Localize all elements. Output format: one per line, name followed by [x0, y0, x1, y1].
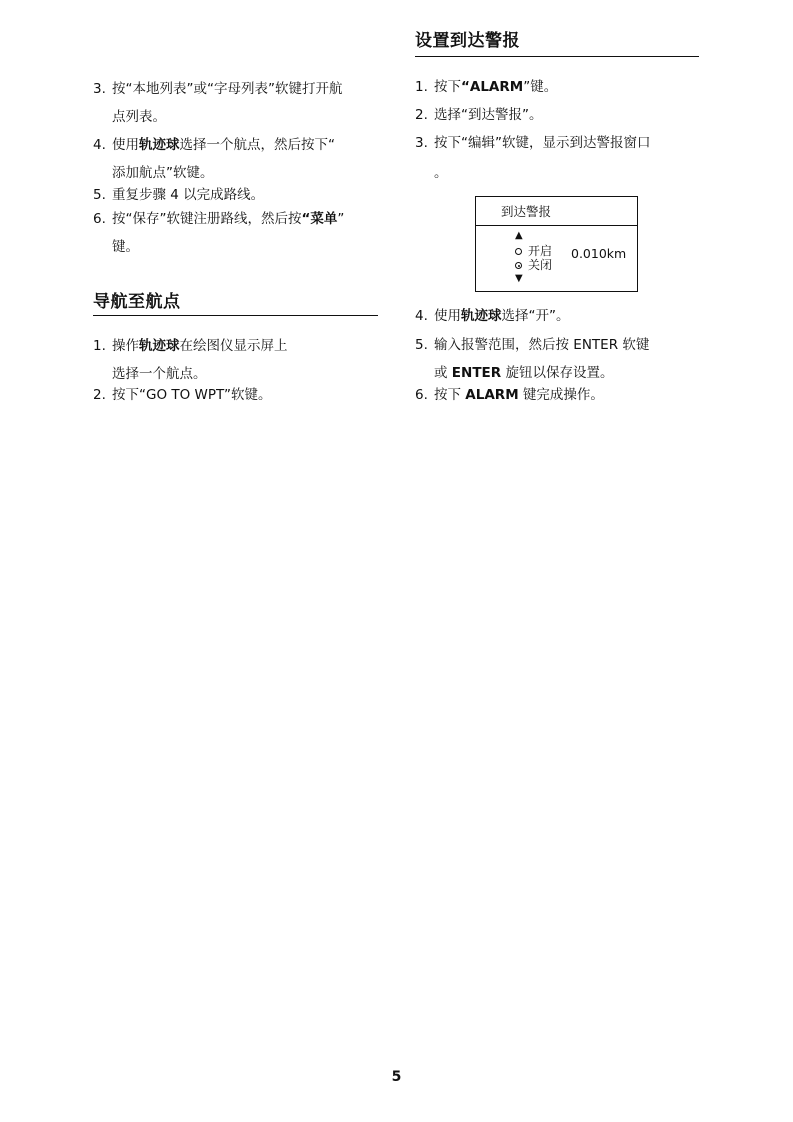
step-text: 或 [434, 365, 452, 381]
step-text-cont [434, 365, 613, 382]
left-step-4 [93, 137, 335, 181]
alarm-key-label: “ALARM [461, 79, 524, 95]
step-number: 1. [93, 338, 106, 354]
step-number: 4. [93, 137, 106, 153]
trackball-label: 轨迹球 [461, 308, 502, 324]
option-label: 开启 [528, 244, 553, 258]
right-step-1 [415, 79, 557, 96]
menu-key-label: “菜单 [301, 211, 338, 227]
alarm-range-value: 0.010km [571, 246, 627, 261]
right-step-2 [415, 107, 543, 124]
step-text: 重复步骤 4 以完成路线。 [112, 187, 265, 203]
step-text: 键完成操作。 [518, 387, 604, 403]
step-number: 2. [415, 107, 428, 123]
step-text: 选择一个航点，然后按下“ [179, 137, 335, 153]
step-text: 按下“编辑”软键，显示到达警报窗口 [434, 135, 651, 151]
step-text: 按下 [434, 387, 466, 403]
option-label: 关闭 [528, 258, 553, 272]
step-text-cont: 。 [434, 165, 448, 181]
step-text-cont: 选择一个航点。 [112, 366, 207, 382]
step-number: 3. [93, 81, 106, 97]
left-step-3 [93, 81, 343, 125]
step-text: 按下 [434, 79, 461, 95]
alarm-window-title: 到达警报 [476, 197, 637, 226]
trackball-label: 轨迹球 [139, 338, 180, 354]
right-step-6 [415, 387, 604, 404]
page-number: 5 [391, 1069, 402, 1085]
left-nav-step-2 [93, 387, 271, 404]
radio-unselected-icon [515, 248, 522, 255]
step-text: 使用 [112, 137, 139, 153]
step-text: 在绘图仪显示屏上 [179, 338, 288, 354]
step-text: ” [337, 211, 345, 227]
alarm-option-on [515, 245, 552, 258]
step-text: 按“本地列表”或“字母列表”软键打开航 [112, 81, 343, 97]
step-text: ”键。 [523, 79, 558, 95]
step-text: 使用 [434, 308, 461, 324]
step-number: 6. [93, 211, 106, 227]
down-arrow-icon: ▼ [515, 273, 523, 284]
step-text-cont: 添加航点”软键。 [112, 165, 214, 181]
step-number: 3. [415, 135, 428, 151]
step-text: 旋钮以保存设置。 [501, 365, 614, 381]
step-text: 选择“到达警报”。 [434, 107, 543, 123]
step-text-cont: 键。 [112, 239, 139, 255]
heading-rule [93, 315, 378, 316]
section-heading-arrival-alarm: 设置到达警报 [415, 31, 520, 51]
section-heading-navigate: 导航至航点 [93, 292, 181, 312]
step-number: 4. [415, 308, 428, 324]
up-arrow-icon: ▲ [515, 230, 523, 241]
step-text-cont: 点列表。 [112, 109, 166, 125]
radio-selected-icon [515, 262, 522, 269]
left-nav-step-1 [93, 338, 288, 382]
alarm-key-label: ALARM [465, 387, 519, 403]
trackball-label: 轨迹球 [139, 137, 180, 153]
step-number: 1. [415, 79, 428, 95]
step-number: 5. [93, 187, 106, 203]
step-number: 2. [93, 387, 106, 403]
right-step-5 [415, 337, 650, 381]
step-text: 按“保存”软键注册路线，然后按 [112, 211, 302, 227]
arrival-alarm-window [475, 196, 638, 292]
step-text: 操作 [112, 338, 139, 354]
step-text: 选择“开”。 [501, 308, 570, 324]
right-step-4 [415, 308, 570, 325]
heading-rule [415, 56, 699, 57]
step-text: 输入报警范围，然后按 ENTER 软键 [434, 337, 650, 353]
step-text: 按下“GO TO WPT”软键。 [112, 387, 272, 403]
alarm-option-off [515, 259, 552, 272]
step-number: 5. [415, 337, 428, 353]
left-step-6 [93, 211, 345, 255]
enter-key-label: ENTER [451, 365, 502, 381]
right-step-3 [415, 135, 651, 181]
step-number: 6. [415, 387, 428, 403]
left-step-5 [93, 187, 264, 204]
